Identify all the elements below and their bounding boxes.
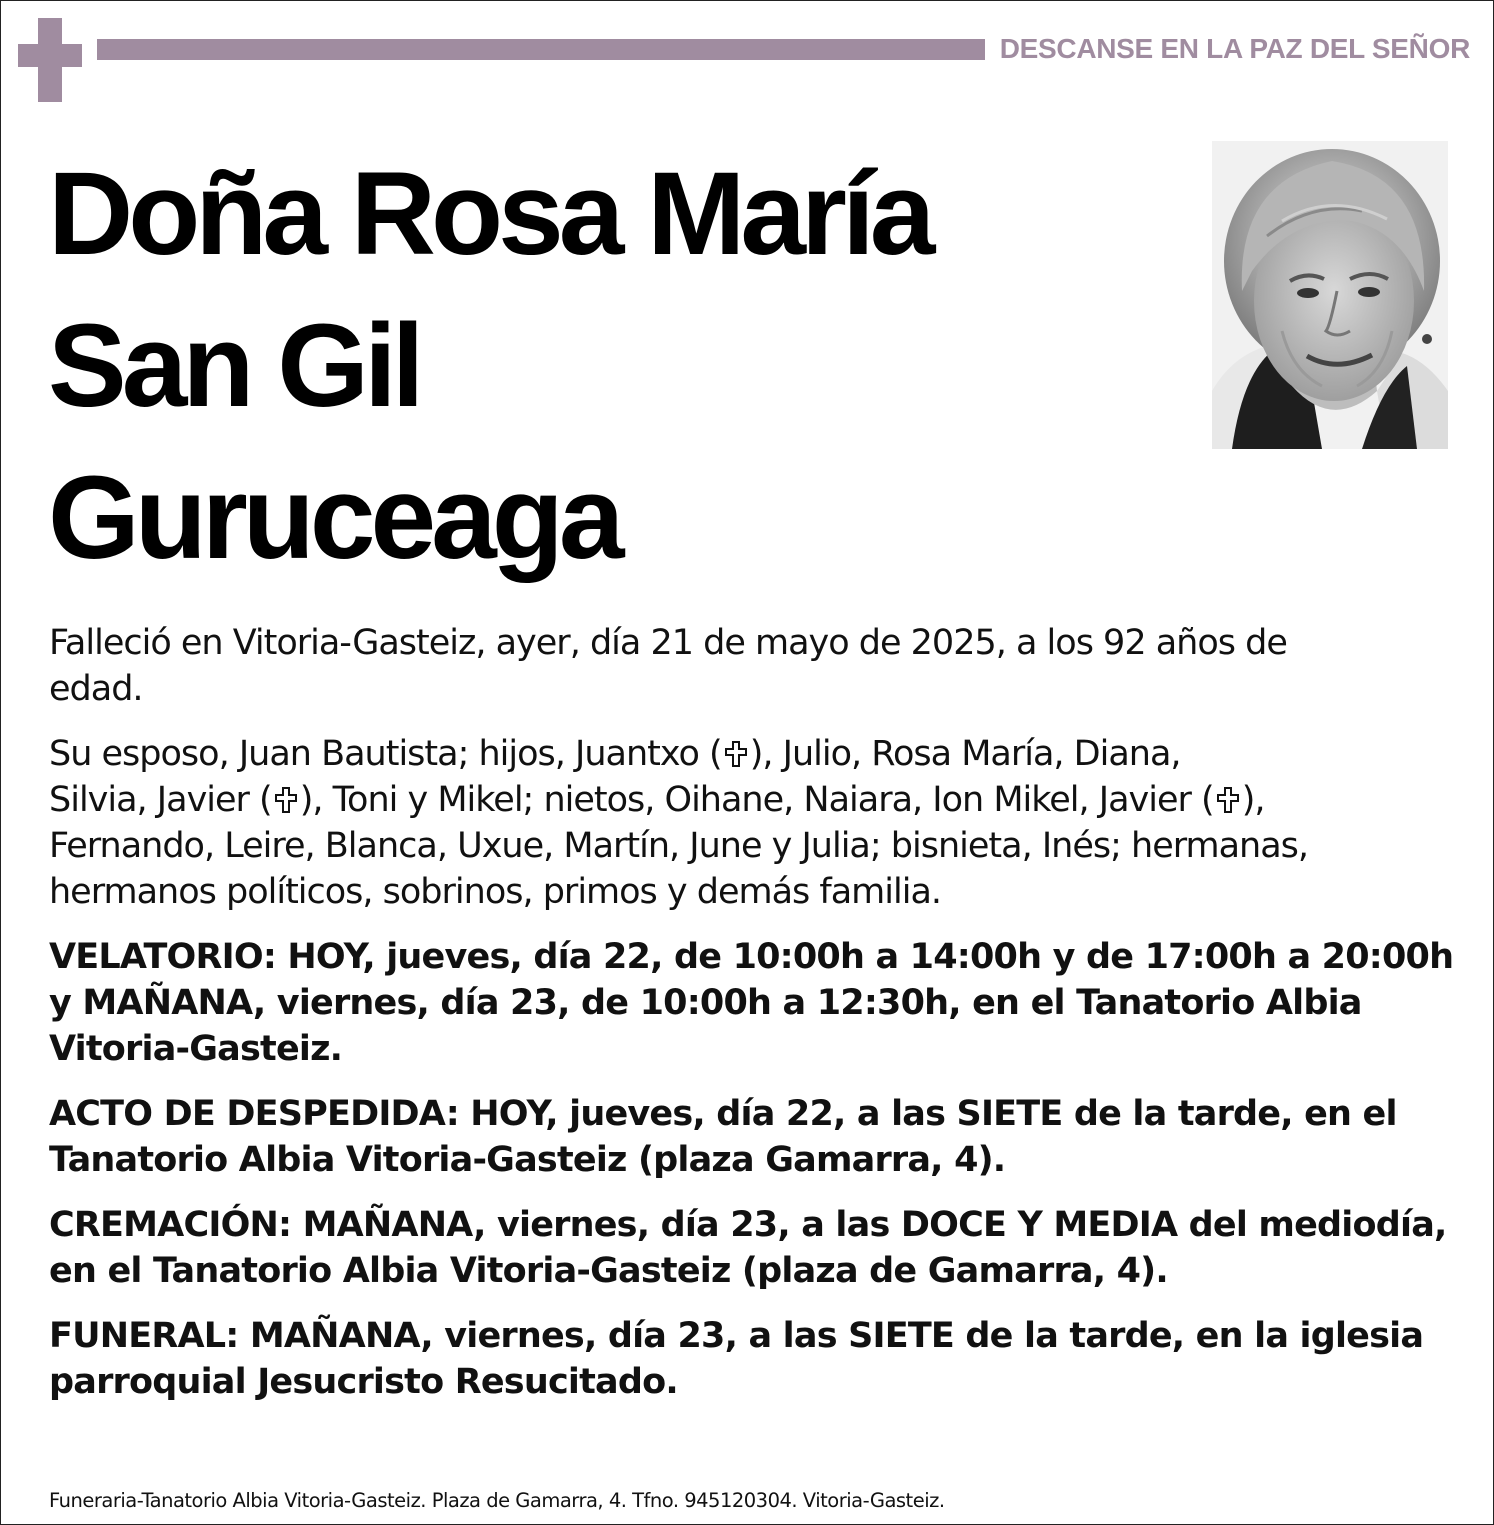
funeral-line: FUNERAL: MAÑANA, viernes, día 23, a las SIETE de la tarde, en la iglesia xyxy=(49,1316,1424,1356)
velatorio-line: Vitoria-Gasteiz. xyxy=(49,1029,343,1069)
deceased-cross-icon xyxy=(1215,785,1241,815)
family-line: hermanos políticos, sobrinos, primos y demás familia. xyxy=(49,872,942,912)
funeral-paragraph xyxy=(49,1313,1469,1405)
velatorio-paragraph xyxy=(49,934,1469,1072)
header-divider-bar xyxy=(97,39,985,60)
despedida-line: ACTO DE DESPEDIDA: HOY, jueves, día 22, a las SIETE de la tarde, en el xyxy=(49,1094,1397,1134)
family-line: Silvia, Javier ( ), Toni y Mikel; nietos, Oihane, Naiara, Ion Mikel, Javier ( ), xyxy=(49,780,1265,820)
footer-address: Funeraria-Tanatorio Albia Vitoria-Gasteiz. Plaza de Gamarra, 4. Tfno. 945120304. Vitoria-Gasteiz. xyxy=(49,1489,945,1512)
cross-icon xyxy=(18,18,82,102)
header-tagline: DESCANSE EN LA PAZ DEL SEÑOR xyxy=(999,33,1470,64)
cremacion-line: en el Tanatorio Albia Vitoria-Gasteiz (plaza de Gamarra, 4). xyxy=(49,1251,1168,1291)
death-line: Falleció en Vitoria-Gasteiz, ayer, día 21 de mayo de 2025, a los 92 años de xyxy=(49,623,1287,663)
cremacion-paragraph xyxy=(49,1202,1469,1294)
deceased-cross-icon xyxy=(273,785,299,815)
despedida-line: Tanatorio Albia Vitoria-Gasteiz (plaza Gamarra, 4). xyxy=(49,1140,1006,1180)
death-paragraph xyxy=(49,620,1469,712)
death-line: edad. xyxy=(49,669,143,709)
deceased-cross-icon xyxy=(723,739,749,769)
notice-body xyxy=(49,620,1469,1424)
family-line: Fernando, Leire, Blanca, Uxue, Martín, June y Julia; bisnieta, Inés; hermanas, xyxy=(49,826,1309,866)
cremacion-line: CREMACIÓN: MAÑANA, viernes, día 23, a las DOCE Y MEDIA del mediodía, xyxy=(49,1205,1447,1245)
velatorio-line: VELATORIO: HOY, jueves, día 22, de 10:00h a 14:00h y de 17:00h a 20:00h xyxy=(49,937,1454,977)
name-line-3: Guruceaga xyxy=(48,452,620,584)
despedida-paragraph xyxy=(49,1091,1469,1183)
funeral-line: parroquial Jesucristo Resucitado. xyxy=(49,1362,678,1402)
name-line-1: Doña Rosa María xyxy=(48,148,931,280)
family-paragraph xyxy=(49,731,1469,915)
portrait-photo xyxy=(1212,141,1448,449)
velatorio-line: y MAÑANA, viernes, día 23, de 10:00h a 12:30h, en el Tanatorio Albia xyxy=(49,983,1362,1023)
family-line: Su esposo, Juan Bautista; hijos, Juantxo ( ), Julio, Rosa María, Diana, xyxy=(49,734,1181,774)
deceased-name xyxy=(48,138,930,594)
name-line-2: San Gil xyxy=(48,300,420,432)
